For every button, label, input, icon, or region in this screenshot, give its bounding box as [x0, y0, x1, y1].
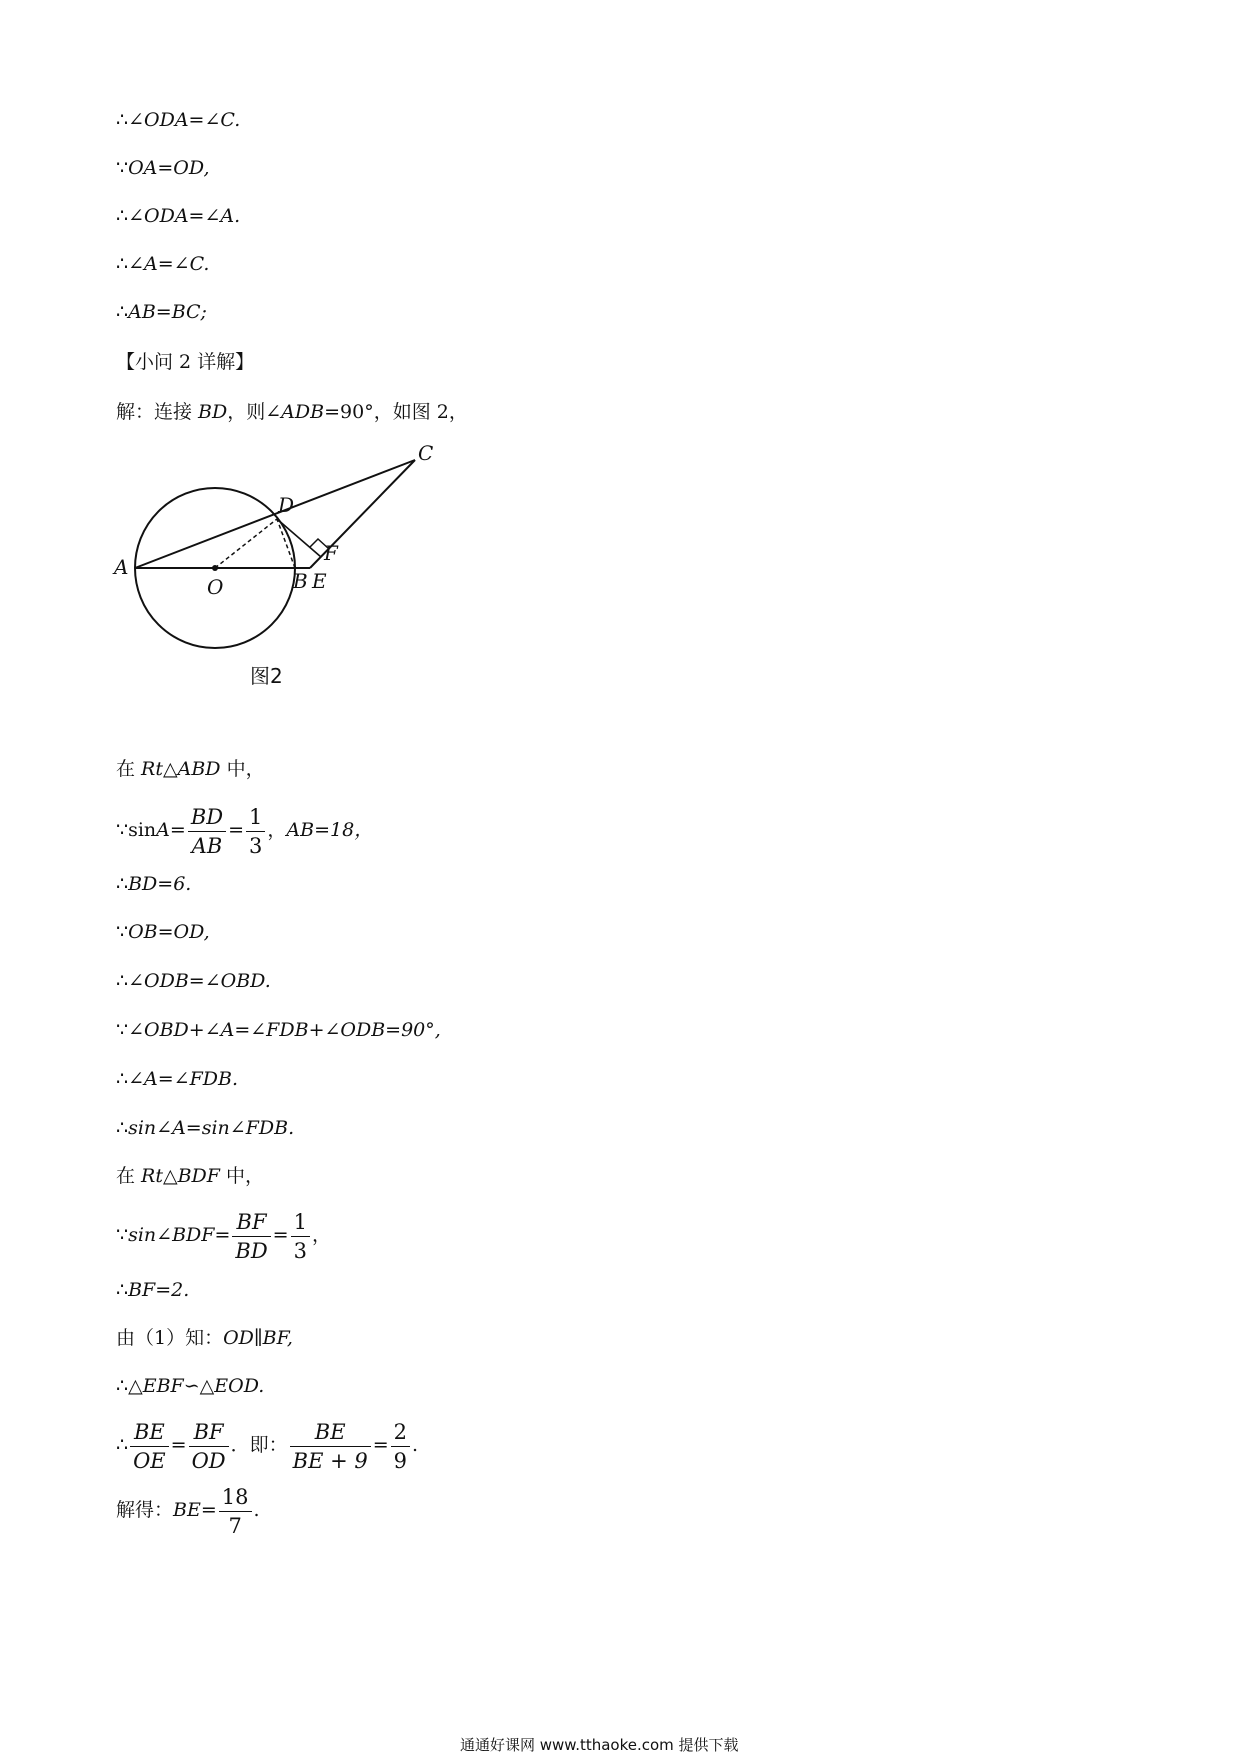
therefore-symbol: ∴	[116, 205, 129, 227]
line-text: BF=2.	[128, 1279, 190, 1301]
line-prefix: 在	[116, 758, 142, 780]
therefore-symbol: ∴	[116, 1434, 129, 1456]
segment-od-dashed	[215, 519, 277, 568]
fraction-be-oe	[130, 1418, 169, 1475]
line-prefix: 由（1）知：	[116, 1327, 224, 1349]
var-be: BE	[173, 1499, 201, 1521]
numerator: BE	[130, 1418, 169, 1447]
proof-line-4	[116, 252, 209, 276]
therefore-symbol: ∴	[116, 1279, 129, 1301]
line-text: ∠ODB=∠OBD.	[128, 970, 271, 992]
comma: ，	[267, 819, 287, 841]
numerator: BD	[188, 803, 226, 832]
comma: ，	[311, 1224, 331, 1246]
fraction-1-3	[291, 1208, 310, 1265]
fraction-be-be9	[290, 1418, 371, 1475]
fraction-bf-bd	[232, 1208, 270, 1265]
section-heading: 【小问 2 详解】	[116, 351, 255, 373]
fraction-1-3	[246, 803, 265, 860]
denominator: 7	[228, 1513, 242, 1538]
center-dot	[212, 565, 218, 571]
fraction-18-7	[219, 1483, 252, 1540]
therefore-symbol: ∴	[116, 109, 129, 131]
var-adb: ADB	[281, 401, 325, 423]
triangle-name: Rt△ABD	[141, 758, 221, 780]
line-text: OB=OD,	[128, 921, 210, 943]
proof-line-7	[116, 757, 265, 781]
sin-text: sin∠BDF=	[128, 1224, 231, 1246]
line-text: ∠ODA=∠A.	[128, 205, 241, 227]
label-d: D	[278, 493, 295, 517]
proof-line-19	[116, 1374, 264, 1398]
line-text: AB=BC;	[128, 301, 207, 323]
fraction-bd-ab	[188, 803, 226, 860]
fraction-bf-od	[189, 1418, 229, 1475]
denominator: 3	[293, 1238, 307, 1263]
therefore-symbol: ∴	[116, 1068, 129, 1090]
line-tail: AB=18，	[286, 819, 374, 841]
line-text: ∠ODA=∠C.	[128, 109, 241, 131]
numerator: 2	[391, 1418, 410, 1447]
proof-line-3	[116, 204, 240, 228]
equals-sign: =	[170, 1434, 187, 1456]
proof-line-12	[116, 1018, 441, 1042]
numerator: BF	[189, 1418, 229, 1447]
numerator: BE	[290, 1418, 371, 1447]
label-c: C	[418, 441, 434, 465]
therefore-symbol: ∴	[116, 1375, 129, 1397]
line-suffix: 中，	[220, 758, 265, 780]
because-symbol: ∵	[116, 1224, 129, 1246]
label-e: E	[312, 569, 327, 593]
proof-line-2	[116, 156, 209, 180]
line-text: OA=OD,	[128, 157, 210, 179]
because-symbol: ∵	[116, 157, 129, 179]
line-text: ∠A=∠C.	[128, 253, 210, 275]
proof-line-10	[116, 920, 210, 944]
line-text: BD=6.	[128, 873, 192, 895]
therefore-symbol: ∴	[116, 253, 129, 275]
label-o: O	[207, 575, 224, 599]
figure-caption: 图2	[250, 664, 283, 688]
proof-line-15	[116, 1164, 264, 1188]
because-symbol: ∵	[116, 921, 129, 943]
line-text: △EBF∽△EOD.	[128, 1375, 265, 1397]
line-text: ∠OBD+∠A=∠FDB+∠ODB=90°,	[128, 1019, 441, 1041]
proof-line-8	[116, 800, 373, 860]
line-suffix: 中，	[219, 1165, 265, 1187]
equals-sign: =	[272, 1224, 289, 1246]
proof-line-5	[116, 300, 207, 324]
equals-sign: =	[228, 819, 245, 841]
proof-line-16	[116, 1205, 331, 1265]
page-footer: 通通好课网 www.tthaoke.com 提供下载	[460, 1736, 739, 1754]
line-prefix: 在	[116, 1165, 142, 1187]
equals-sign: =	[169, 819, 186, 841]
denominator: 3	[249, 833, 263, 858]
proof-line-9	[116, 872, 191, 896]
period: .	[412, 1434, 419, 1456]
denominator: AB	[191, 833, 223, 858]
segment-ac	[135, 460, 415, 568]
period: .	[253, 1499, 260, 1521]
proof-line-13	[116, 1067, 238, 1091]
denominator: BE + 9	[292, 1448, 368, 1473]
proof-line-21	[116, 1480, 260, 1540]
line-text: OD∥BF,	[223, 1327, 293, 1349]
line-suffix: =90°，如图 2，	[324, 401, 468, 423]
geometry-figure	[100, 430, 480, 660]
equals-sign: =	[200, 1499, 217, 1521]
proof-line-1	[116, 108, 240, 132]
denominator: 9	[393, 1448, 408, 1473]
because-symbol: ∵	[116, 1019, 129, 1041]
triangle-name: Rt△BDF	[141, 1165, 220, 1187]
var-bd: BD	[198, 401, 228, 423]
denominator: OD	[191, 1448, 226, 1473]
denominator: OE	[133, 1448, 166, 1473]
therefore-symbol: ∴	[116, 301, 129, 323]
line-mid: ，则∠	[227, 401, 282, 423]
sin-text: sin	[128, 819, 157, 841]
proof-line-14	[116, 1116, 294, 1140]
therefore-symbol: ∴	[116, 1117, 129, 1139]
line-text: ∠A=∠FDB.	[128, 1068, 238, 1090]
line-prefix: 解：连接	[116, 401, 199, 423]
var-a: A	[156, 819, 170, 841]
therefore-symbol: ∴	[116, 970, 129, 992]
fraction-2-9	[391, 1418, 410, 1475]
because-symbol: ∵	[116, 819, 129, 841]
therefore-symbol: ∴	[116, 873, 129, 895]
line-mid: ．即：	[230, 1434, 288, 1456]
label-f: F	[324, 541, 338, 565]
numerator: BF	[232, 1208, 270, 1237]
line-text: sin∠A=sin∠FDB.	[128, 1117, 295, 1139]
label-b: B	[293, 569, 308, 593]
label-a: A	[114, 555, 129, 579]
proof-line-6	[116, 400, 468, 424]
numerator: 18	[219, 1483, 252, 1512]
numerator: 1	[246, 803, 265, 832]
proof-line-11	[116, 969, 271, 993]
proof-line-17	[116, 1278, 189, 1302]
denominator: BD	[235, 1238, 268, 1263]
line-prefix: 解得：	[116, 1499, 174, 1521]
numerator: 1	[291, 1208, 310, 1237]
proof-line-20	[116, 1415, 418, 1475]
equals-sign: =	[372, 1434, 389, 1456]
segment-dbf	[277, 519, 321, 557]
proof-line-18	[116, 1326, 293, 1350]
